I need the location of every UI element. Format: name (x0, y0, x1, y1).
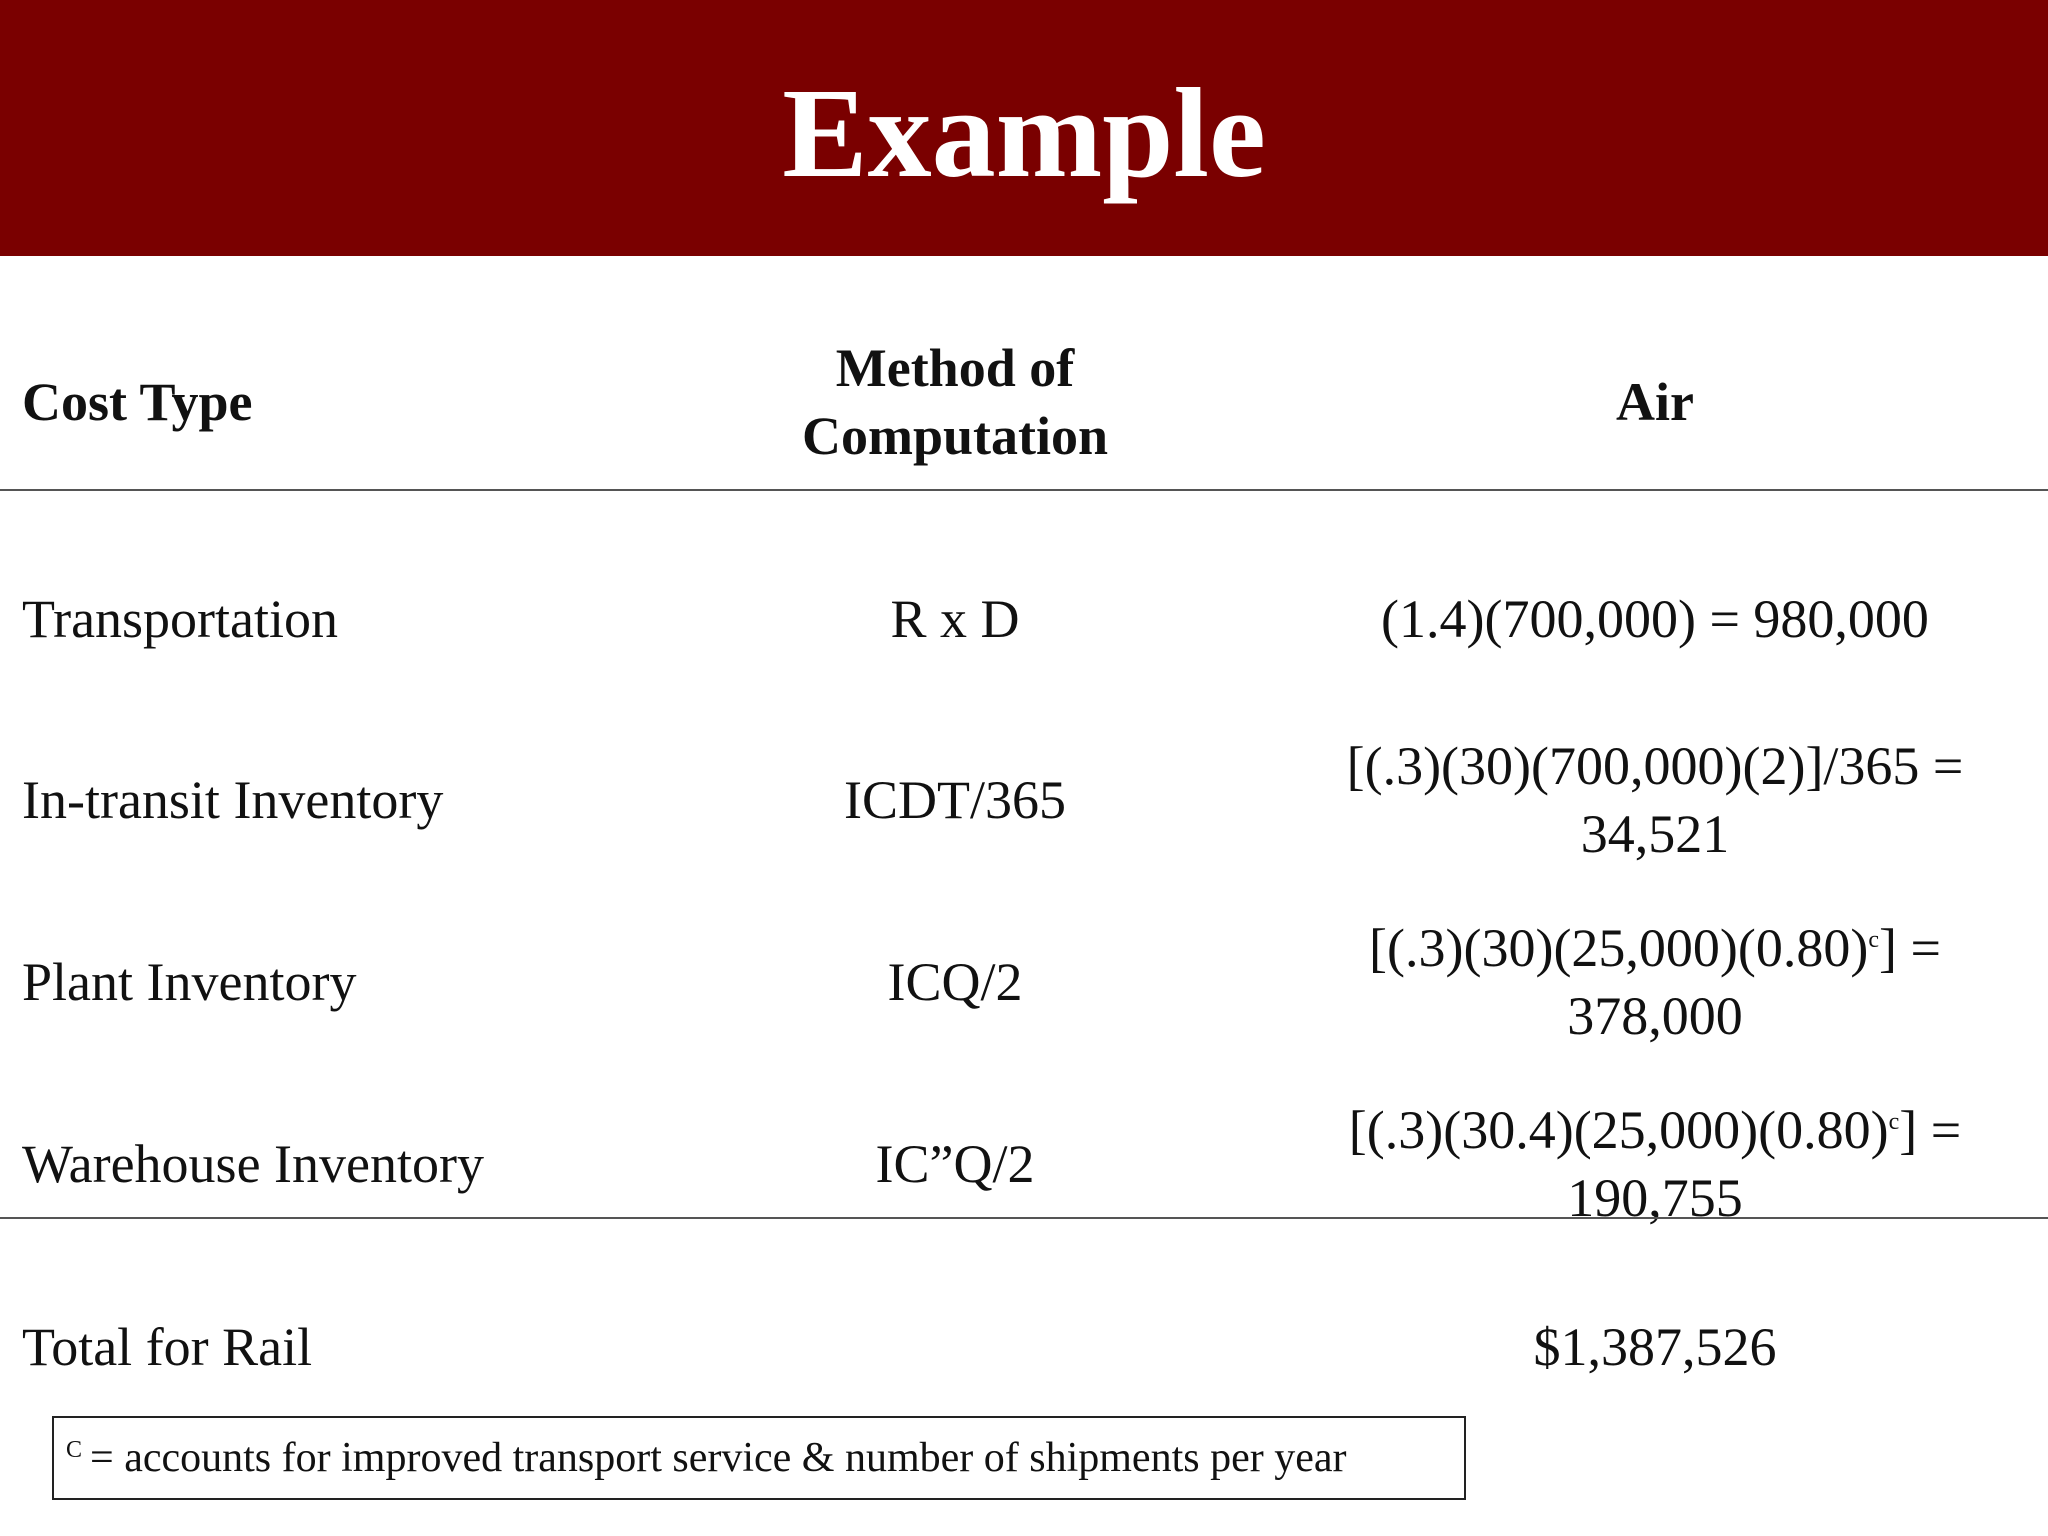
superscript-c: c (1868, 927, 1880, 953)
footnote-box (52, 1416, 1466, 1500)
row-air-value (1300, 914, 2010, 1050)
total-divider (0, 1217, 2048, 1219)
header-cost-type: Cost Type (22, 372, 253, 432)
header-divider (0, 489, 2048, 491)
row-air-line1: (1.4)(700,000) = 980,000 (1381, 589, 1929, 649)
row-cost-type: Transportation (22, 589, 339, 649)
total-row (0, 1277, 2048, 1417)
row-air-value (1300, 1096, 2010, 1232)
table-row (0, 1094, 2048, 1234)
row-method: IC”Q/2 (875, 1134, 1035, 1194)
table-row (0, 730, 2048, 870)
row-air-equals: ] = (1879, 918, 1941, 978)
footnote-mark: C (66, 1437, 83, 1463)
row-air-line1 (1300, 914, 2010, 982)
total-air-value: $1,387,526 (1533, 1317, 1777, 1377)
row-cost-type: Warehouse Inventory (22, 1134, 484, 1194)
row-air-expr: [(.3)(30.4)(25,000)(0.80) (1348, 1100, 1889, 1160)
table-header (0, 330, 2048, 490)
row-air-line2: 190,755 (1567, 1168, 1743, 1228)
row-air-line2: 378,000 (1567, 986, 1743, 1046)
row-air-line1: [(.3)(30)(700,000)(2)]/365 = (1346, 736, 1964, 796)
row-cost-type: In-transit Inventory (22, 770, 444, 830)
table-row (0, 912, 2048, 1052)
row-method: R x D (890, 589, 1020, 649)
row-cost-type: Plant Inventory (22, 952, 357, 1012)
row-air-value (1300, 732, 2010, 868)
row-air-line1 (1300, 1096, 2010, 1164)
row-air-equals: ] = (1899, 1100, 1962, 1160)
header-method-line2: Computation (801, 406, 1109, 466)
slide-title: Example (782, 62, 1266, 204)
total-label: Total for Rail (22, 1317, 313, 1377)
header-method-line1: Method of (835, 338, 1075, 398)
header-air: Air (1616, 372, 1694, 432)
header-method (755, 334, 1155, 470)
superscript-c: c (1888, 1109, 1900, 1135)
row-method: ICDT/365 (844, 770, 1066, 830)
table-row (0, 549, 2048, 689)
row-air-expr: [(.3)(30)(25,000)(0.80) (1369, 918, 1869, 978)
footnote-text: = accounts for improved transport service & number of shipments per year (90, 1435, 1347, 1481)
row-method: ICQ/2 (887, 952, 1023, 1012)
row-air-line2: 34,521 (1580, 804, 1730, 864)
title-bar (0, 0, 2048, 256)
row-air-value (1300, 585, 2010, 653)
